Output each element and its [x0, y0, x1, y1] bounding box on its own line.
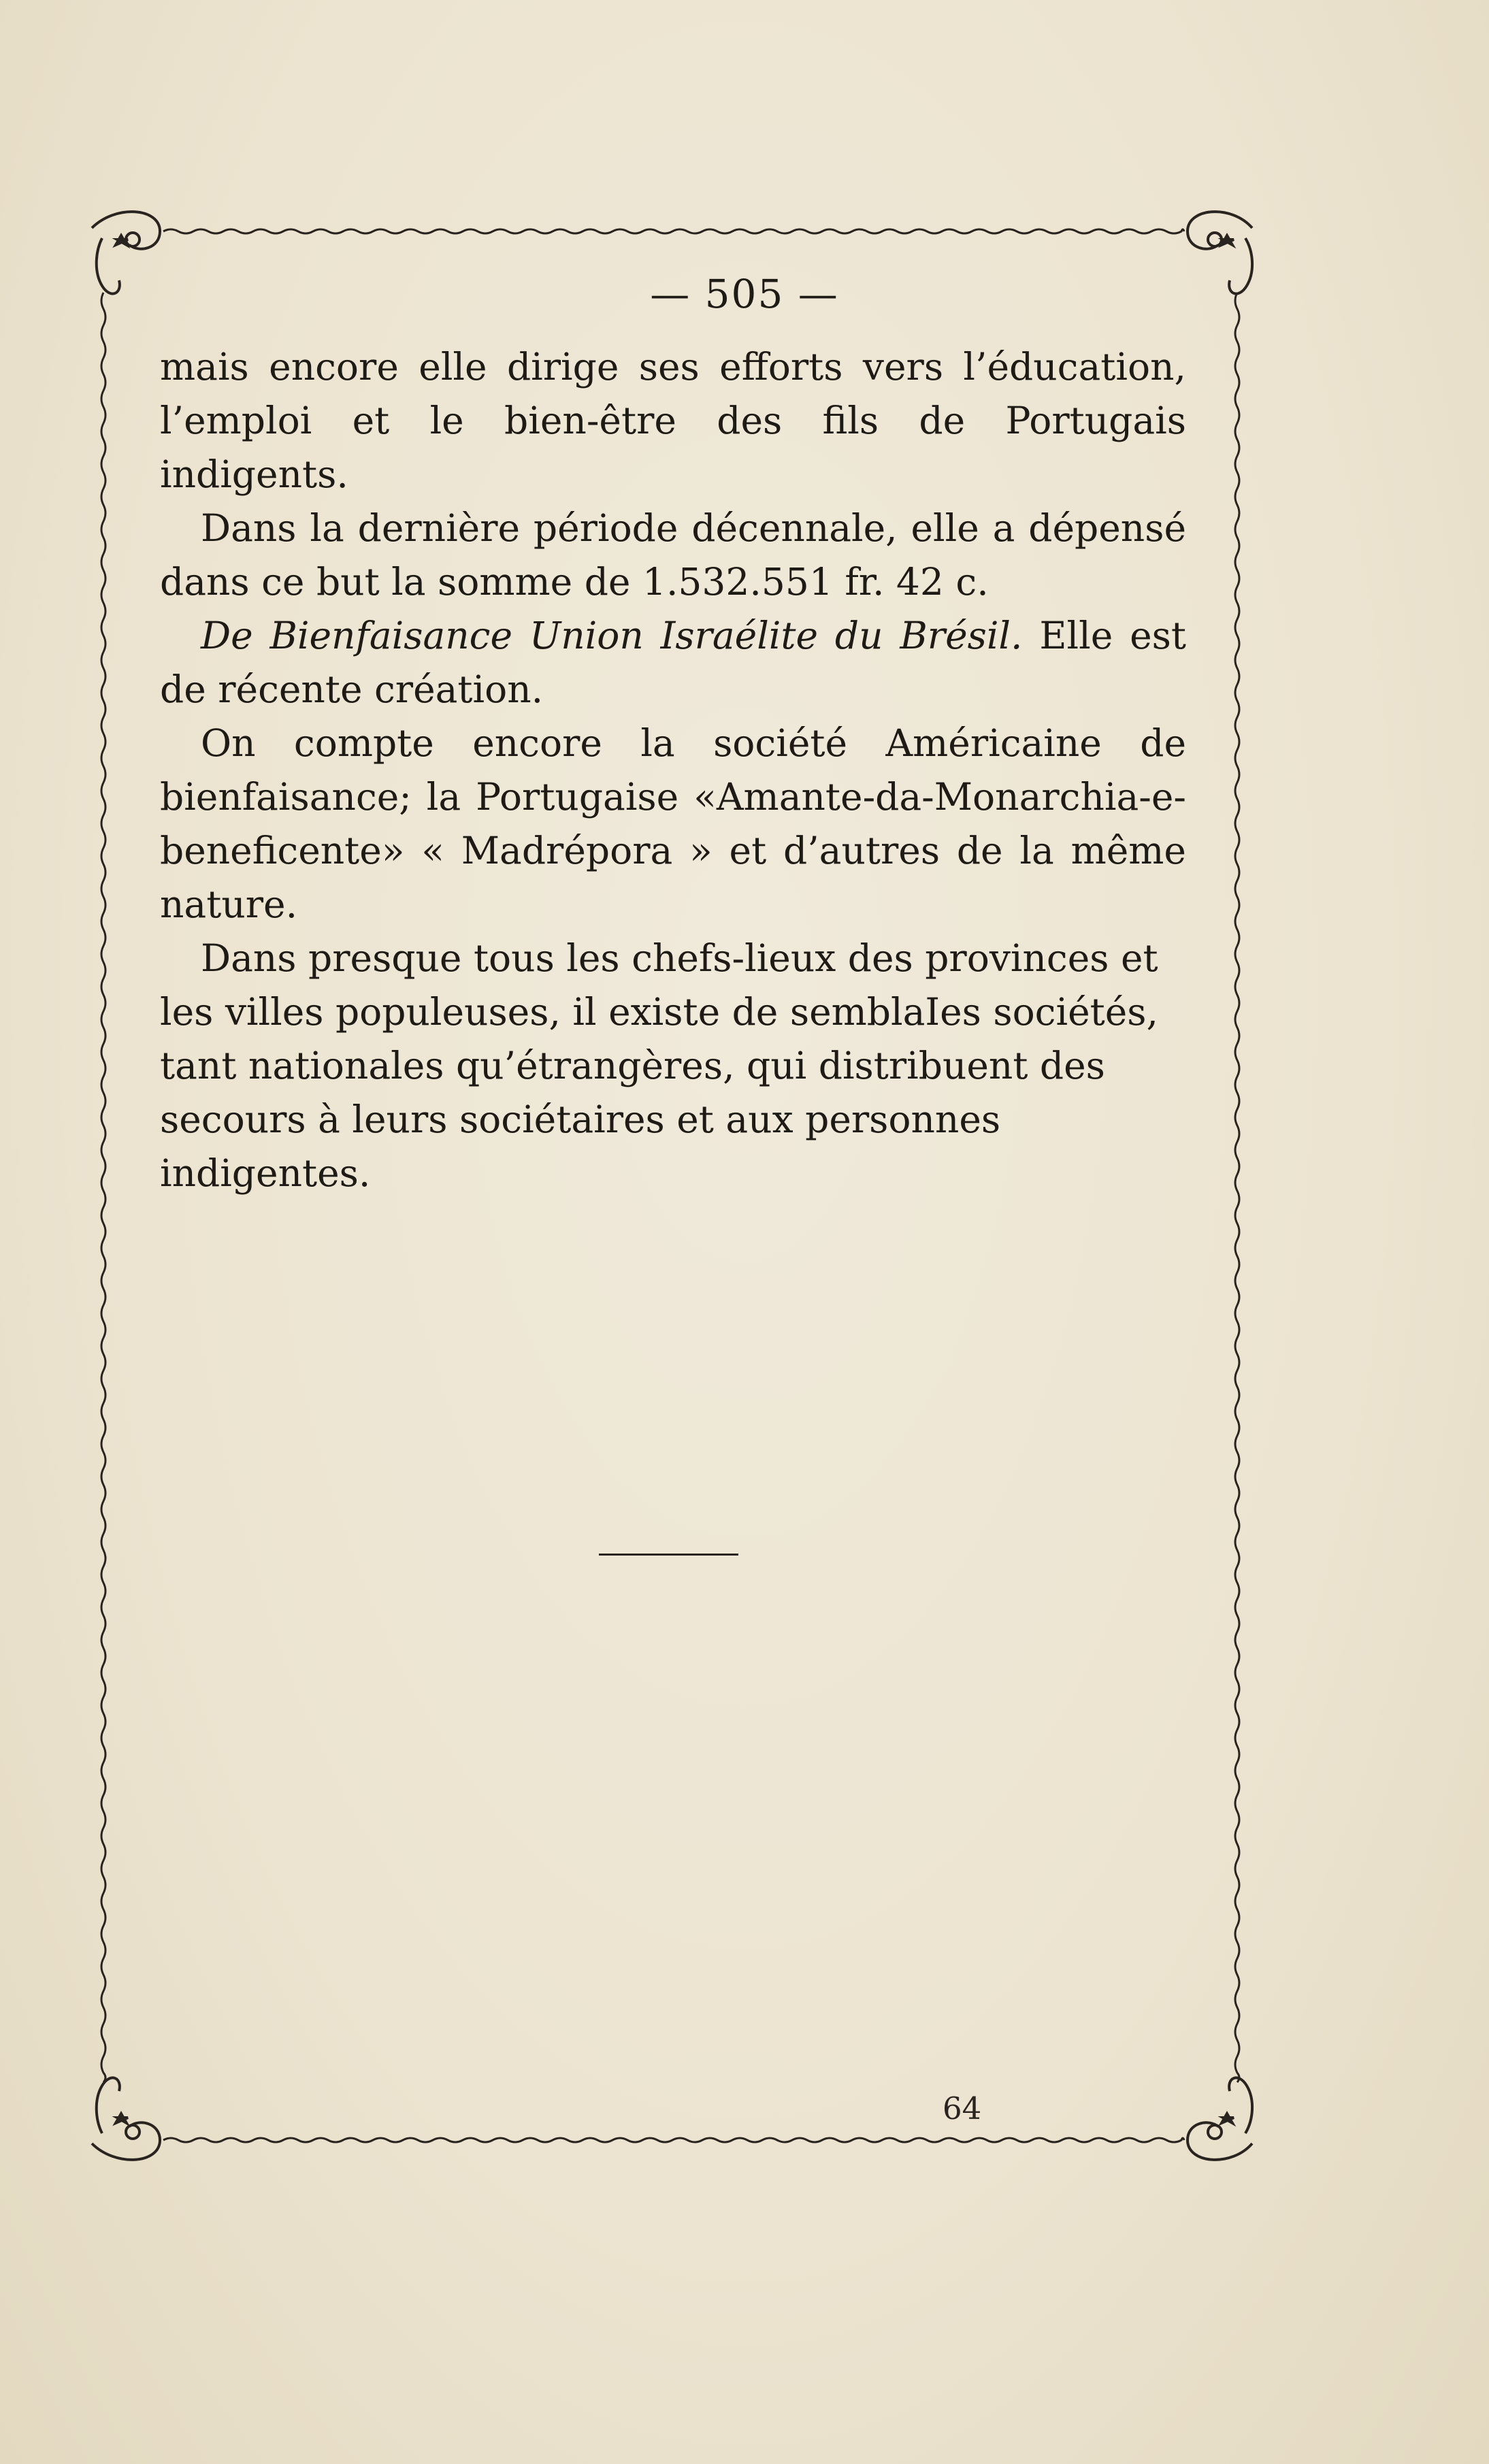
- paragraph-3-text: Elle est de récente création.: [160, 614, 1186, 711]
- signature-mark: 64: [943, 2090, 982, 2126]
- top-wavy-border: [163, 229, 1184, 233]
- right-wavy-border: [1235, 293, 1239, 2082]
- section-separator-rule: [599, 1554, 738, 1556]
- paragraph-4: On compte encore la société Américaine de bienfaisance; la Portugaise «Amante-da-Monarchia-e-beneficente» « Madrépora » et d’autres de la même nature.: [160, 721, 1186, 926]
- paragraph-1: mais encore elle dirige ses efforts vers l’éducation, l’emploi et le bien-être des fils de Portugais indigents.: [160, 345, 1186, 496]
- paragraph-5: Dans presque tous les chefs-lieux des provinces et les villes populeuses, il existe de semblaIes sociétés, tant nationales qu’étrangères, qui distribuent des secours à leurs sociétaires et aux personnes indigentes.: [160, 936, 1158, 1195]
- paragraph-2: Dans la dernière période décennale, elle a dépensé dans ce but la somme de 1.532.551 fr. 42 c.: [160, 506, 1186, 604]
- society-name: De Bienfaisance Union Israélite du Brésil.: [201, 614, 1023, 657]
- corner-ornament-bottom-right: [1188, 2077, 1252, 2159]
- corner-ornament-bottom-left: [92, 2077, 160, 2159]
- paragraph-3: [160, 609, 1186, 717]
- bottom-wavy-border: [163, 2138, 1184, 2142]
- page-number: — 505 —: [650, 271, 839, 317]
- left-wavy-border: [101, 293, 105, 2082]
- body-text: [160, 340, 1186, 1200]
